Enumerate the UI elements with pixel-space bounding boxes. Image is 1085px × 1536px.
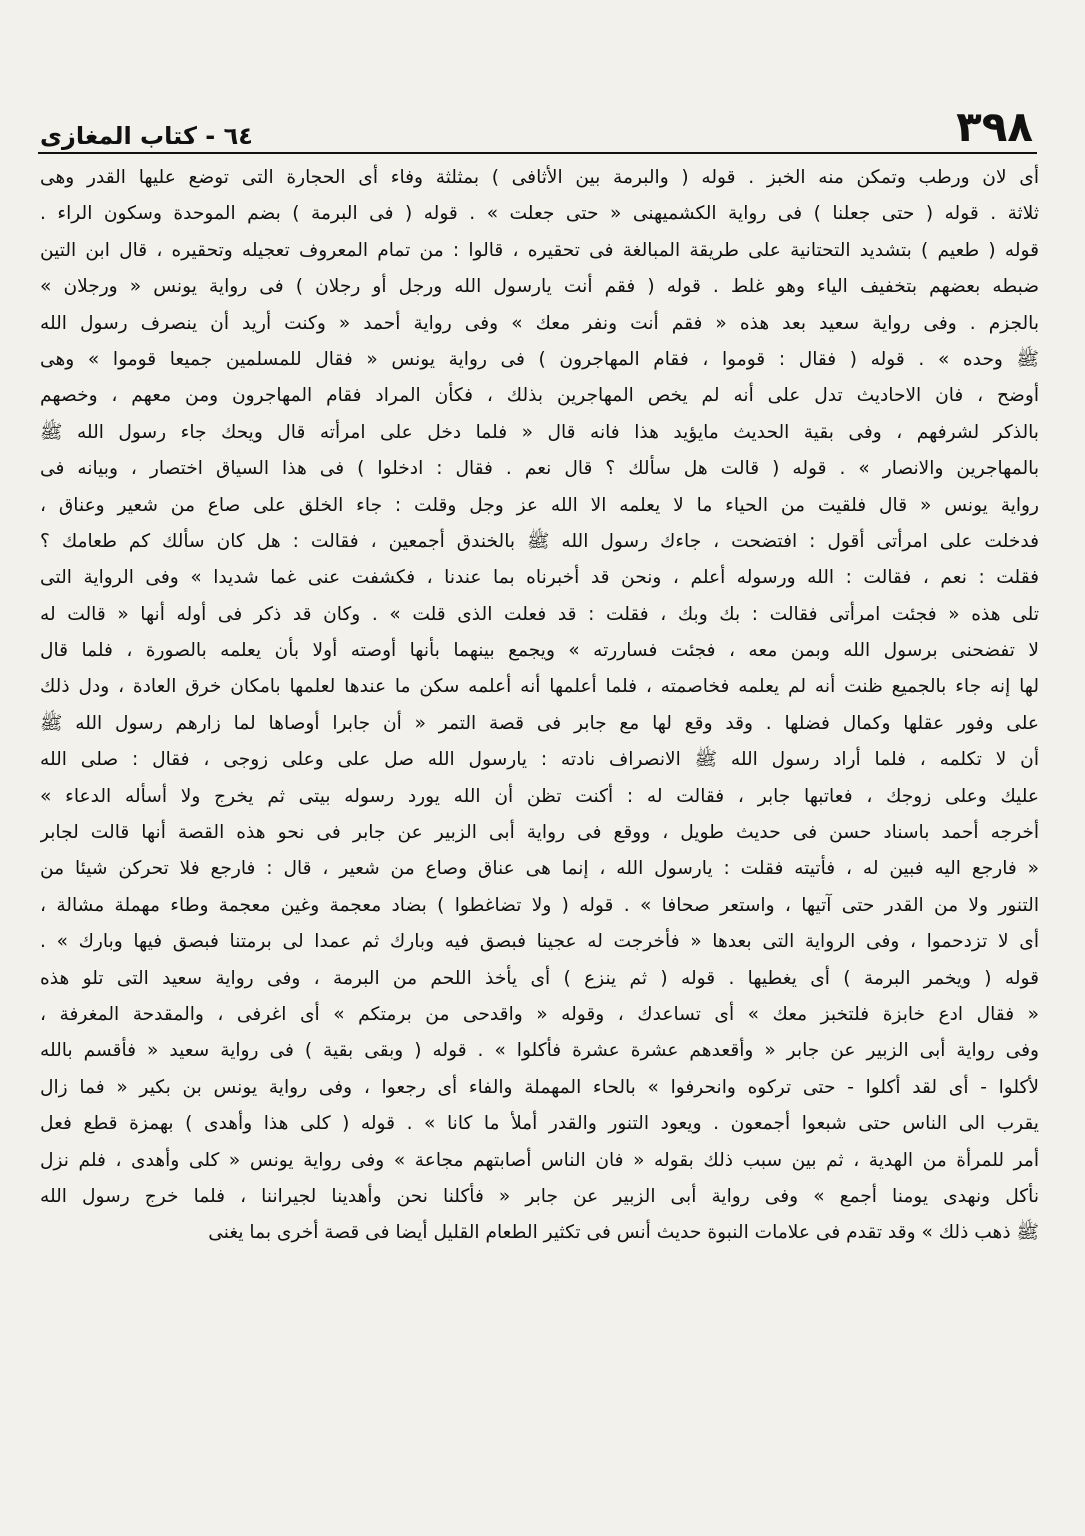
text-line: فقلت : نعم ، فقالت : الله ورسوله أعلم ، ونحن قد أخبرناه بما عندنا ، فكشفت عنى غما شديدا » وفى الرواية التى [40, 567, 1039, 589]
page-number: ٣٩٨ [956, 102, 1033, 151]
text-line: يقرب الى الناس حتى شبعوا أجمعون . ويعود التنور والقدر أملأ ما كانا » . قوله ( كلى هذا وأهدى ) بهمزة قطع فعل [40, 1113, 1039, 1135]
text-line: أوضح ، فان الاحاديث تدل على أنه لم يخص المهاجرين بذلك ، فكأن المراد فقام المهاجرون ومن معهم ، وخصهم [40, 385, 1039, 407]
text-line: بالجزم . وفى رواية سعيد بعد هذه « فقم أنت ونفر معك » وفى رواية أحمد « وكنت أريد أن ينصرف رسول الله [40, 312, 1039, 334]
text-line: أمر للمرأة من الهدية ، ثم بين سبب ذلك بقوله « فان الناس أصابتهم مجاعة » وفى رواية يونس « كلى وأهدى ، فلم نزل [40, 1149, 1039, 1171]
text-line: ثلاثة . قوله ( حتى جعلنا ) فى رواية الكشميهنى « حتى جعلت » . قوله ( فى البرمة ) بضم الموحدة وسكون الراء . [40, 203, 1039, 225]
text-line: بالذكر لشرفهم ، وفى بقية الحديث مايؤيد هذا فانه قال « فلما دخل على امرأته قال ويحك جاء رسول الله ﷺ [40, 421, 1039, 443]
text-line: وفى رواية أبى الزبير عن جابر « وأقعدهم عشرة عشرة فأكلوا » . قوله ( وبقى بقية ) فى رواية سعيد « فأقسم بالله [40, 1040, 1039, 1062]
text-line: فدخلت على امرأتى أقول : افتضحت ، جاءك رسول الله ﷺ بالخندق أجمعين ، فقالت : هل كان سألك كم طعامك ؟ [40, 530, 1039, 552]
text-line: ضبطه بعضهم بتخفيف الياء وهو غلط . قوله ( فقم أنت يارسول الله ورجل أو رجلان ) فى رواية يونس « ورجلان » [40, 276, 1039, 298]
text-line: تلى هذه « فجئت امرأتى فقالت : بك وبك ، فقلت : قد فعلت الذى قلت » . وكان قد ذكر فى أوله أنها « قالت له [40, 603, 1039, 625]
text-line: أن لا تكلمه ، فلما أراد رسول الله ﷺ الانصراف نادته : يارسول الله صل على وعلى زوجى ، فقال : صلى الله [40, 749, 1039, 771]
text-line: أخرجه أحمد باسناد حسن فى حديث طويل ، ووقع فى رواية أبى الزبير عن جابر فى نحو هذه القصة أنها قالت لجابر [40, 822, 1039, 844]
text-line: ﷺ وحده » . قوله ( فقال : قوموا ، فقام المهاجرون ) فى رواية يونس « فقال للمسلمين جميعا قوموا » وهى [40, 348, 1039, 370]
header-rule [38, 152, 1037, 154]
running-title: ٦٤ - كتاب المغازى [40, 122, 253, 150]
text-line: أى لان ورطب وتمكن منه الخبز . قوله ( والبرمة بين الأثافى ) بمثلثة وفاء أى الحجارة التى توضع عليها القدر وهى [40, 167, 1039, 188]
text-line: « فقال ادع خابزة فلتخبز معك » أى تساعدك ، وقوله « واقدحى من برمتكم » أى اغرفى ، والمقدحة المغرفة ، [40, 1003, 1039, 1025]
text-line: أى لا تزدحموا ، وفى الرواية التى بعدها « فأخرجت له عجينا فبصق فيه وبارك ثم عمدا لى برمتنا فبصق فيها وبارك » . [40, 931, 1039, 953]
text-line: لأكلوا - أى لقد أكلوا - حتى تركوه وانحرفوا » بالحاء المهملة والفاء أى رجعوا ، وفى رواية يونس بن بكير « فما زال [40, 1076, 1039, 1098]
text-line: « فارجع اليه فبين له ، فأتيته فقلت : يارسول الله ، إنما هى عناق وصاع من شعير ، قال : فارجع فلا تحركن شيئا من [40, 858, 1039, 880]
text-line: لا تفضحنى برسول الله وبمن معه ، فجئت فساررته » ويجمع بينهما بأنها أوصته أولا بأن يعلمه بالصورة ، فلما قال [40, 640, 1039, 662]
text-line: عليك وعلى زوجك ، فعاتبها جابر ، فقالت له : أكنت تظن أن الله يورد رسوله بيتى ثم يخرج ولا أسأله الدعاء » [40, 785, 1039, 807]
page-header [40, 96, 1033, 151]
text-line: رواية يونس « قال فلقيت من الحياء ما لا يعلمه الا الله عز وجل وقلت : جاء الخلق على صاع من شعير وعناق ، [40, 494, 1039, 516]
text-line: التنور ولا من القدر حتى آتيها ، واستعر صحافا » . قوله ( ولا تضاغطوا ) بضاد معجمة وغين معجمة وطاء مهملة مشالة ، [40, 894, 1039, 916]
text-line: على وفور عقلها وكمال فضلها . وقد وقع لها مع جابر فى قصة التمر « أن جابرا أوصاها لما زارهم رسول الله ﷺ [40, 712, 1039, 734]
text-line: قوله ( طعيم ) بتشديد التحتانية على طريقة المبالغة فى تحقيره ، قالوا : من تمام المعروف تعجيله وتحقيره ، قال ابن التين [40, 239, 1039, 261]
text-line: بالمهاجرين والانصار » . قوله ( قالت هل سألك ؟ قال نعم . فقال : ادخلوا ) فى هذا السياق اختصار ، وبيانه فى [40, 458, 1039, 480]
body-text [40, 160, 1039, 1252]
text-line: نأكل ونهدى يومنا أجمع » وفى رواية أبى الزبير عن جابر « فأكلنا نحن وأهدينا لجيراننا ، فلما خرج رسول الله [40, 1185, 1039, 1207]
text-line: قوله ( ويخمر البرمة ) أى يغطيها . قوله ( ثم ينزع ) أى يأخذ اللحم من البرمة ، وفى رواية سعيد التى تلو هذه [40, 967, 1039, 989]
text-line: ﷺ ذهب ذلك » وقد تقدم فى علامات النبوة حديث أنس فى تكثير الطعام القليل أيضا فى قصة أخرى بما يغنى [208, 1222, 1039, 1244]
text-line: لها إنه جاء بالجميع ظنت أنه لم يعلمه فخاصمته ، فلما أعلمها أنه أعلمه سكن ما عندها لعلمها بامكان خرق العادة ، ودل ذلك [40, 676, 1039, 698]
